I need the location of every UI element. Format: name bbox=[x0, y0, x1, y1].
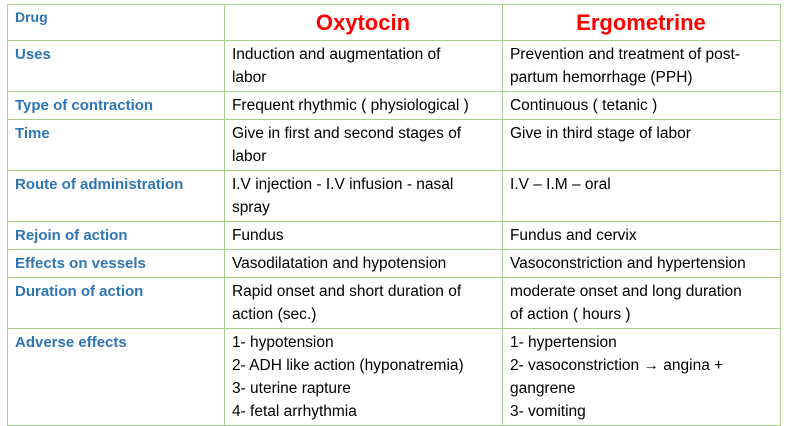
ergometrine-cell bbox=[502, 278, 780, 329]
oxytocin-line: action (sec.) bbox=[231, 306, 317, 323]
row-label: Effects on vessels bbox=[8, 250, 225, 278]
oxytocin-line: Rapid onset and short duration of bbox=[231, 283, 462, 300]
ergometrine-cell bbox=[502, 92, 780, 120]
oxytocin-cell bbox=[224, 120, 502, 171]
ergometrine-cell bbox=[502, 120, 780, 171]
ergometrine-line: Vasoconstriction and hypertension bbox=[509, 255, 746, 272]
drug-comparison-table bbox=[7, 4, 781, 426]
table-row bbox=[8, 278, 781, 329]
table-header-row bbox=[8, 5, 781, 41]
table-row bbox=[8, 250, 781, 278]
oxytocin-line: I.V injection - I.V infusion - nasal bbox=[231, 176, 454, 193]
ergometrine-line: 3- vomiting bbox=[509, 403, 586, 420]
table-row bbox=[8, 222, 781, 250]
oxytocin-cell bbox=[224, 171, 502, 222]
ergometrine-line: moderate onset and long duration bbox=[509, 283, 742, 300]
oxytocin-line: labor bbox=[231, 69, 267, 86]
row-label: Uses bbox=[8, 41, 225, 92]
ergometrine-cell bbox=[502, 171, 780, 222]
oxytocin-line: Frequent rhythmic ( physiological ) bbox=[231, 97, 469, 114]
row-label: Rejoin of action bbox=[8, 222, 225, 250]
oxytocin-cell bbox=[224, 278, 502, 329]
table-row bbox=[8, 329, 781, 426]
oxytocin-cell bbox=[224, 250, 502, 278]
table-body bbox=[8, 5, 781, 426]
header-ergometrine: Ergometrine bbox=[502, 5, 780, 41]
ergometrine-cell bbox=[502, 222, 780, 250]
oxytocin-line: Fundus bbox=[231, 227, 284, 244]
oxytocin-line: 4- fetal arrhythmia bbox=[231, 403, 357, 420]
oxytocin-cell bbox=[224, 41, 502, 92]
oxytocin-line: 1- hypotension bbox=[231, 334, 334, 351]
oxytocin-line: Induction and augmentation of bbox=[231, 46, 441, 63]
oxytocin-line: Give in first and second stages of bbox=[231, 125, 462, 142]
row-label: Time bbox=[8, 120, 225, 171]
row-label: Type of contraction bbox=[8, 92, 225, 120]
table-row bbox=[8, 41, 781, 92]
row-label: Duration of action bbox=[8, 278, 225, 329]
table-row bbox=[8, 171, 781, 222]
oxytocin-line: 2- ADH like action (hyponatremia) bbox=[231, 357, 464, 374]
ergometrine-line: partum hemorrhage (PPH) bbox=[509, 69, 693, 86]
ergometrine-cell bbox=[502, 250, 780, 278]
row-label: Adverse effects bbox=[8, 329, 225, 426]
oxytocin-line: spray bbox=[231, 199, 270, 216]
ergometrine-line: Give in third stage of labor bbox=[509, 125, 691, 142]
oxytocin-cell bbox=[224, 329, 502, 426]
ergometrine-cell bbox=[502, 41, 780, 92]
header-oxytocin: Oxytocin bbox=[224, 5, 502, 41]
row-label: Route of administration bbox=[8, 171, 225, 222]
ergometrine-line: I.V – I.M – oral bbox=[509, 176, 611, 193]
oxytocin-cell bbox=[224, 222, 502, 250]
ergometrine-line: 1- hypertension bbox=[509, 334, 617, 351]
ergometrine-line: Continuous ( tetanic ) bbox=[509, 97, 658, 114]
ergometrine-line: of action ( hours ) bbox=[509, 306, 631, 323]
oxytocin-line: Vasodilatation and hypotension bbox=[231, 255, 447, 272]
oxytocin-line: labor bbox=[231, 148, 267, 165]
ergometrine-line: 2- vasoconstriction → angina + bbox=[509, 357, 724, 374]
oxytocin-cell bbox=[224, 92, 502, 120]
ergometrine-line: gangrene bbox=[509, 380, 576, 397]
table-row bbox=[8, 92, 781, 120]
header-drug: Drug bbox=[8, 5, 225, 41]
ergometrine-line: Fundus and cervix bbox=[509, 227, 637, 244]
oxytocin-line: 3- uterine rapture bbox=[231, 380, 351, 397]
ergometrine-line: Prevention and treatment of post- bbox=[509, 46, 741, 63]
ergometrine-cell bbox=[502, 329, 780, 426]
table-row bbox=[8, 120, 781, 171]
